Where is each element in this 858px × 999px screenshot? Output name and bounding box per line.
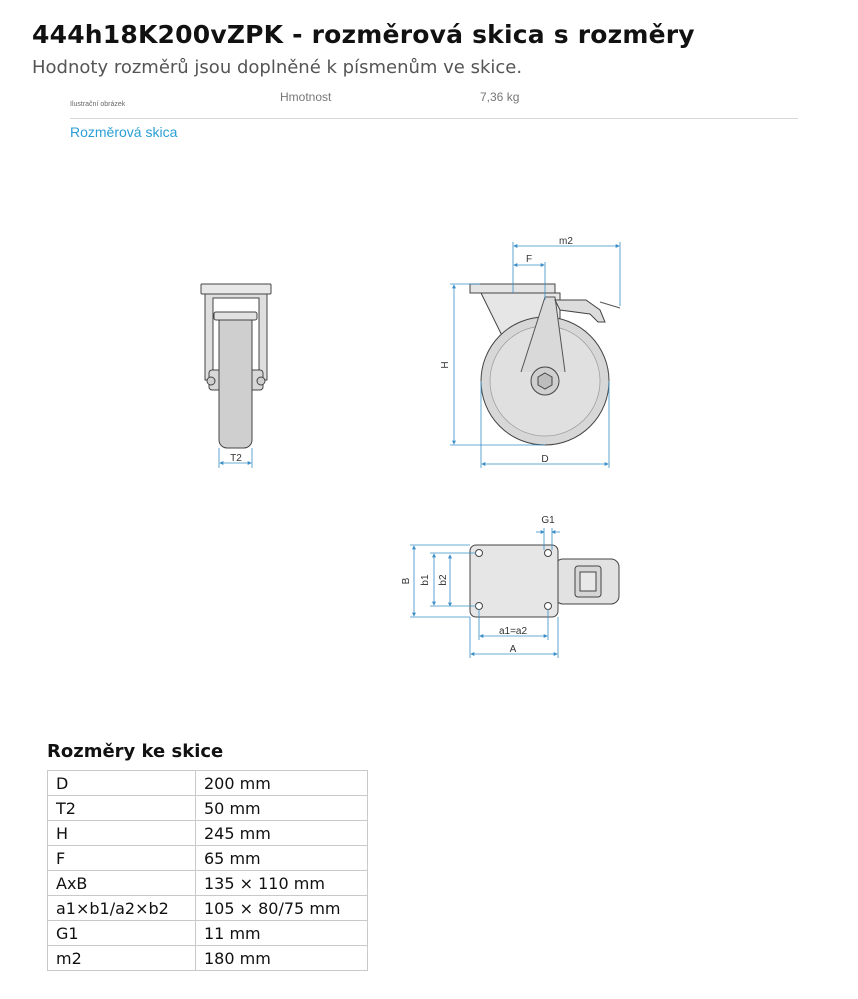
dimension-value: 11 mm — [196, 921, 368, 946]
dimension-value: 200 mm — [196, 771, 368, 796]
top-view — [470, 545, 619, 617]
illustration-label: Ilustrační obrázek — [70, 101, 126, 108]
dimension-key: m2 — [48, 946, 196, 971]
dimension-value: 105 × 80/75 mm — [196, 896, 368, 921]
f-label: F — [525, 254, 533, 265]
dimension-key: D — [48, 771, 196, 796]
dimensions-heading: Rozměry ke skice — [47, 741, 224, 762]
b-label: B — [401, 577, 412, 585]
table-row — [48, 921, 368, 946]
m2-label: m2 — [559, 236, 573, 247]
table-row — [48, 771, 368, 796]
table-row — [48, 846, 368, 871]
dimension-value: 180 mm — [196, 946, 368, 971]
h-label: H — [440, 361, 451, 369]
table-row — [48, 946, 368, 971]
dimension-key: a1×b1/a2×b2 — [48, 896, 196, 921]
page-title: 444h18K200vZPK - rozměrová skica s rozměry — [32, 20, 695, 49]
front-view — [201, 284, 271, 448]
dimension-key: AxB — [48, 871, 196, 896]
dimension-value: 135 × 110 mm — [196, 871, 368, 896]
b2-label: b2 — [438, 574, 449, 586]
dimensions-table — [47, 770, 368, 971]
dimension-sketch-link[interactable]: Rozměrová skica — [70, 124, 178, 140]
table-row — [48, 871, 368, 896]
table-row — [48, 896, 368, 921]
t2-label: T2 — [230, 453, 242, 464]
dimension-key: F — [48, 846, 196, 871]
weight-label: Hmotnost — [280, 90, 332, 104]
dimension-key: G1 — [48, 921, 196, 946]
dimension-value: 50 mm — [196, 796, 368, 821]
dimension-value: 65 mm — [196, 846, 368, 871]
b1-label: b1 — [420, 574, 431, 586]
side-view — [470, 284, 620, 445]
weight-value: 7,36 kg — [480, 90, 520, 104]
a-label: A — [509, 644, 517, 655]
page-subtitle: Hodnoty rozměrů jsou doplněné k písmenům ve skice. — [32, 57, 523, 78]
table-row — [48, 796, 368, 821]
d-label: D — [541, 454, 549, 465]
g1-label: G1 — [541, 515, 555, 526]
dimension-key: H — [48, 821, 196, 846]
dimension-value: 245 mm — [196, 821, 368, 846]
table-row — [48, 821, 368, 846]
dimension-key: T2 — [48, 796, 196, 821]
a1a2-label: a1=a2 — [498, 626, 528, 637]
